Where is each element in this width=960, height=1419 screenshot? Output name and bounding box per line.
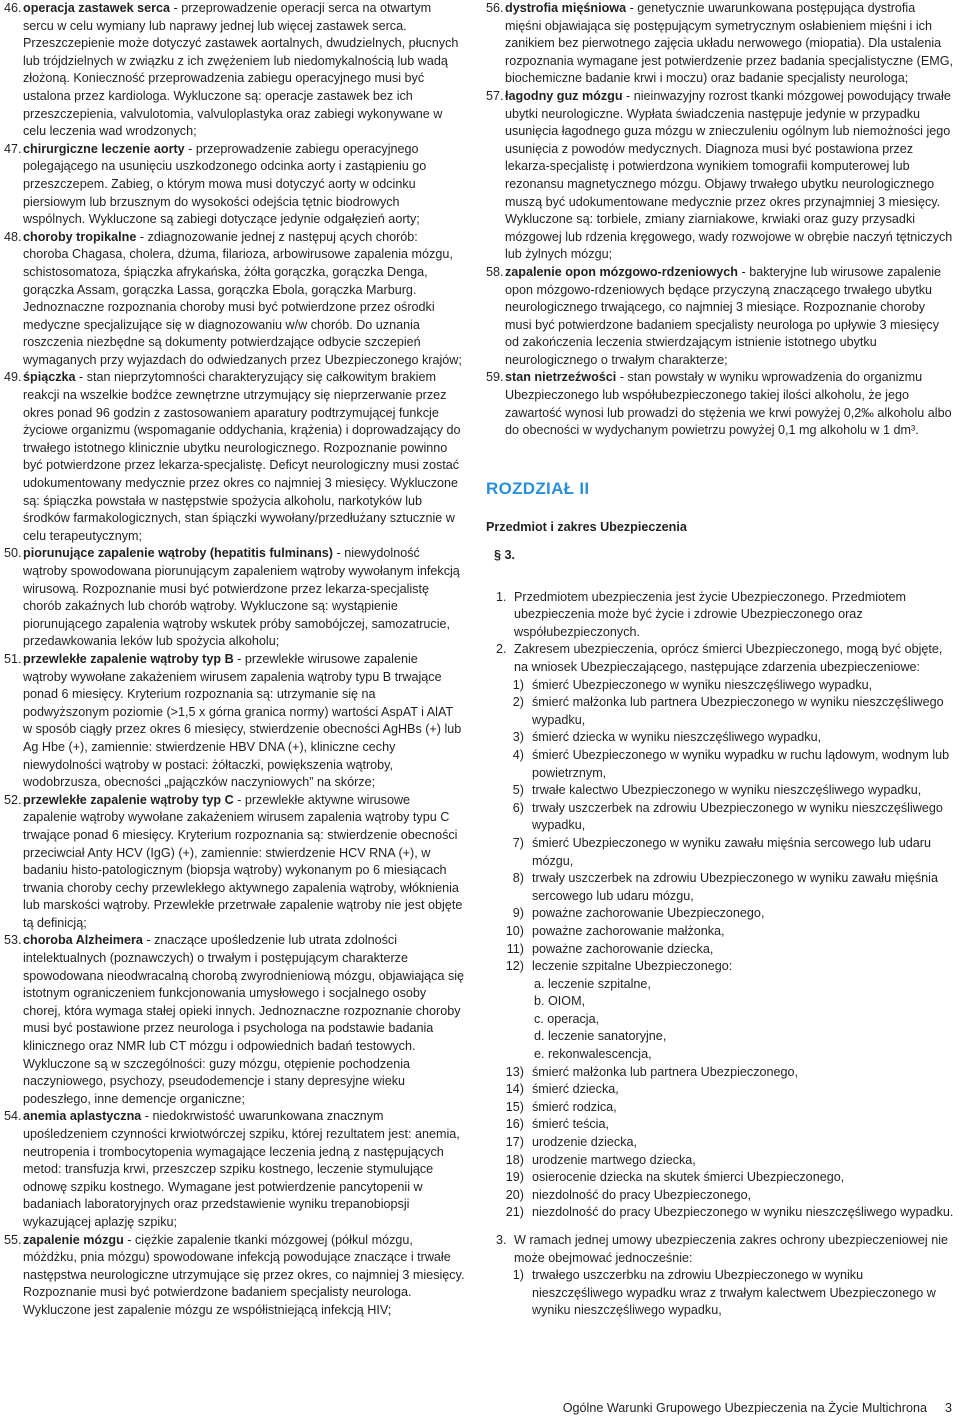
- paragraph-number: § 3.: [494, 548, 516, 563]
- definition-term: zapalenie mózgu: [23, 1232, 124, 1247]
- definition-text: - przewlekłe wirusowe zapalenie wątroby wywołane zakażeniem wirusem zapalenia wątroby typu B trwające ponad 6 miesięcy. Kryterium rozpoznania są: utrzymanie się na podwyższonym poziomie (>1,5 x górna granica normy) wartości AspAT i AlAT w sposób ciągły przez okres 6 miesięcy, stwierdzenie obecności AgHBs (+) lub Ag Hbe (+), zamiennie: stwierdzenie HBV DNA (+), kliniczne cechy niewydolności wątroby w postaci: żółtaczki, powiększenia wątroby, wodobrzusza, obecności „pajączków naczyniowych” na skórze;: [23, 651, 462, 790]
- clause-number: 3.: [496, 1233, 507, 1247]
- definition-49: [4, 369, 465, 545]
- definition-number: 46.: [4, 1, 22, 15]
- definition-text: - zdiagnozowanie jednej z następuj ących chorób: choroba Chagasa, cholera, dżuma, filarioza, arbowirusowe zapalenia mózgu, schistosomatoza, śpiączka afrykańska, żółta gorączka, gorączka Denga, gorączka Assam, gorączka Lassa, gorączka Ebola, gorączka Marburg. Jednoznaczne rozpoznania choroby musi być potwierdzone przez ośrodki medyczne specjalizujące się w diagnozowaniu w/w chorób. Do uznania roszczenia niezbędne są dokumenty potwierdzające odbycie szczepień wymaganych przy wyjazdach do odwiedzanych przez Ubezpieczonego krajów;: [23, 229, 462, 367]
- page-footer: [563, 1401, 952, 1415]
- sublist-item: c. operacja,: [534, 1011, 600, 1026]
- list-item: 9) poważne zachorowanie Ubezpieczonego,: [512, 906, 765, 921]
- definition-58: [486, 264, 954, 370]
- definition-text: - przeprowadzenie zabiegu operacyjnego polegającego na usunięciu uszkodzonego odcinka aorty i zastąpieniu go przeszczepem. Zabieg, o którym mowa musi dotyczyć aorty w odcinku piersiowym lub brzusznym do wysokości odejścia tętnic biodrowych wspólnych. Wykluczone są zabiegi dotyczące jedynie odgałęzień aorty;: [23, 141, 427, 227]
- definition-term: śpiączka: [23, 370, 76, 385]
- definition-term: anemia aplastyczna: [23, 1109, 142, 1124]
- sublist-item: a. leczenie szpitalne,: [534, 976, 651, 991]
- coverage-list: [486, 677, 954, 1222]
- definition-48: [4, 229, 465, 370]
- definition-55: [4, 1232, 465, 1320]
- definition-text: - stan nieprzytomności charakteryzujący się całkowitym brakiem reakcji na wszelkie bodźce zewnętrzne utrzymujący się nieprzerwanie przez okres ponad 96 godzin z zastosowaniem aparatury podtrzymującej funkcje życiowe organizmu (wspomaganie oddychania, krążenia) i doprowadzający do trwałego istotnego klinicznie ubytku neurologicznego. Rozpoznanie powinno być potwierdzone przez lekarza-specjalistę. Deficyt neurologiczny musi zostać udokumentowany medycznie przez okres co najmniej 3 miesięcy. Wykluczone są: śpiączka powstała w następstwie spożycia alkoholu, narkotyków lub środków farmakologicznych, stan śpiączki wywołany/przedłużany sztucznie w celu terapeutycznym;: [23, 370, 461, 543]
- section-subtitle: Przedmiot i zakres Ubezpieczenia: [486, 520, 687, 535]
- definition-number: 51.: [4, 651, 22, 666]
- sublist-item: d. leczenie sanatoryjne,: [534, 1029, 667, 1044]
- definition-54: [4, 1108, 465, 1231]
- clause-1: [486, 589, 954, 642]
- definition-text: - stan powstały w wyniku wprowadzenia do organizmu Ubezpieczonego lub współubezpieczonego takiej ilości alkoholu, że jego zawartość wynosi lub prowadzi do stężenia we krwi powyżej 0,2‰ alkoholu albo do obecności w wydychanym powietrzu powyżej 0,1 mg alkoholu w 1 dm³.: [505, 370, 952, 438]
- list-item: 7) śmierć Ubezpieczonego w wyniku zawału mięśnia sercowego lub udaru mózgu,: [512, 835, 931, 868]
- list-item: 2) śmierć małżonka lub partnera Ubezpieczonego w wyniku nieszczęśliwego wypadku,: [512, 695, 944, 727]
- definition-number: 54.: [4, 1109, 22, 1124]
- clause-text: Zakresem ubezpieczenia, oprócz śmierci Ubezpieczonego, mogą być objęte, na wniosek Ubezpieczającego, następujące zdarzenia ubezpieczeniowe:: [514, 642, 943, 674]
- page-number: 3: [944, 1401, 952, 1415]
- list-item: 1) trwałego uszczerbku na zdrowiu Ubezpieczonego w wyniku nieszczęśliwego wypadku wraz z trwałym kalectwem Ubezpieczonego w wyniku nieszczęśliwego wypadku,: [512, 1268, 936, 1318]
- definition-text: - znaczące upośledzenie lub utrata zdolności intelektualnych (poznawczych) o trwałym i postępującym charakterze spowodowana nieodwracalną chorobą zwyrodnieniową mózgu, objawiająca się istotnym ograniczeniem funkcjonowania umysłowego i socjalnego osoby chorej, która wymaga stałej opieki innych. Jednoznaczne rozpoznanie choroby musi być postawione przez neurologa i psychologa na podstawie badania klinicznego oraz NMR lub CT mózgu i odpowiednich badań testowych. Wykluczone są w szczególności: guzy mózgu, otępienie pochodzenia naczyniowego, psychozy, pseudodemencje i stany depresyjne wieku podeszłego, inne demencje organiczne;: [23, 933, 465, 1106]
- list-item: 13) śmierć małżonka lub partnera Ubezpieczonego,: [505, 1064, 799, 1079]
- definition-number: 56.: [486, 1, 504, 15]
- list-item: 21) niezdolność do pracy Ubezpieczonego w wyniku nieszczęśliwego wypadku.: [505, 1205, 954, 1220]
- definition-number: 49.: [4, 370, 22, 385]
- definition-term: łagodny guz mózgu: [505, 88, 623, 103]
- chapter-heading: ROZDZIAŁ II: [486, 478, 590, 498]
- list-item: 17) urodzenie dziecka,: [505, 1135, 638, 1150]
- definition-term: stan nietrzeźwości: [505, 370, 617, 385]
- definition-term: chirurgiczne leczenie aorty: [23, 141, 185, 156]
- right-column: [486, 0, 954, 1320]
- definition-46: [4, 0, 465, 141]
- definition-53: [4, 932, 465, 1108]
- list-item: 16) śmierć teścia,: [505, 1117, 609, 1132]
- list-item: 14) śmierć dziecka,: [505, 1082, 619, 1097]
- definition-text: - genetycznie uwarunkowana postępująca dystrofia mięśni objawiająca się postępującym symetrycznym osłabieniem mięśni i ich zanikiem bez pierwotnego zajęcia układu nerwowego (miopatia). Dla ustalenia rozpoznania wymagane jest potwierdzenie przez badania specjalistyczne (EMG, biochemiczne badanie krwi i moczu) oraz badanie specjalisty neurologa;: [505, 1, 954, 86]
- definition-text: - bakteryjne lub wirusowe zapalenie opon mózgowo-rdzeniowych będące przyczyną znaczącego trwałego ubytku neurologicznego trwającego, co najmniej 3 miesiące. Rozpoznanie choroby musi być potwierdzone badaniem specjalisty neurologa po upływie 3 miesięcy od zakończenia leczenia stwierdzającym istnienie istotnego ubytku neurologicznego o trwałym charakterze;: [505, 264, 942, 367]
- definition-term: choroby tropikalne: [23, 229, 137, 244]
- definition-59: [486, 369, 954, 439]
- clause-number: 1.: [496, 589, 507, 604]
- definition-text: - przewlekłe aktywne wirusowe zapalenie wątroby wywołane zakażeniem wirusem zapalenia wątroby typu C trwające ponad 6 miesięcy. Kryterium rozpoznania są: stwierdzenie obecności przeciwciał Anty HCV (IgG) (+), zamiennie: stwierdzenie HCV RNA (+), w badaniu histo-patologicznym (biopsja wątroby) wykonanym po 6 miesiącach trwania choroby cechy przewlekłego aktywnego zapalenia wątroby, włóknienia lub marskości wątroby. Przewlekłe przetrwałe zapalenie wątroby nie jest objęte tą definicją;: [23, 792, 463, 930]
- list-item: 6) trwały uszczerbek na zdrowiu Ubezpieczonego w wyniku nieszczęśliwego wypadku,: [512, 800, 943, 833]
- definition-52: [4, 792, 465, 933]
- list-item: 18) urodzenie martwego dziecka,: [505, 1152, 696, 1167]
- definition-term: zapalenie opon mózgowo-rdzeniowych: [505, 264, 738, 279]
- list-item: 4) śmierć Ubezpieczonego w wyniku wypadku w ruchu lądowym, wodnym lub powietrznym,: [512, 747, 950, 780]
- clause-number: 2.: [496, 642, 507, 657]
- definition-number: 48.: [4, 229, 22, 244]
- list-item: 15) śmierć rodzica,: [505, 1099, 617, 1114]
- list-item: 11) poważne zachorowanie dziecka,: [506, 941, 714, 956]
- clause-3: [486, 1232, 954, 1267]
- definition-number: 53.: [4, 933, 22, 948]
- definition-text: - ciężkie zapalenie tkanki mózgowej (półkul mózgu, móżdżku, pnia mózgu) spowodowane infekcją powodujące znaczące i trwałe następstwa neurologiczne utrzymujące się przez okres, co najmniej 3 miesięcy. Rozpoznanie musi być potwierdzone badaniem specjalisty neurologa. Wykluczone jest zapalenie mózgu ze współistniejącą infekcją HIV;: [23, 1232, 465, 1317]
- list-item: 20) niezdolność do pracy Ubezpieczonego,: [505, 1187, 752, 1202]
- definition-56: [486, 0, 954, 88]
- list-item: 19) osierocenie dziecka na skutek śmierci Ubezpieczonego,: [505, 1170, 845, 1185]
- list-item: 12) leczenie szpitalne Ubezpieczonego:: [505, 959, 733, 974]
- sublist-item: b. OIOM,: [534, 994, 586, 1009]
- list-item: 8) trwały uszczerbek na zdrowiu Ubezpieczonego w wyniku zawału mięśnia sercowego lub udaru mózgu,: [512, 871, 938, 903]
- clause-2: [486, 641, 954, 676]
- definition-47: [4, 141, 465, 229]
- definition-number: 50.: [4, 546, 22, 561]
- definition-text: - niedokrwistość uwarunkowana znacznym upośledzeniem czynności krwiotwórczej szpiku, której rezultatem jest: anemia, neutropenia i trombocytopenia wymagające leczenia jedną z następujących metod: transfuzja krwi, przeszczep szpiku kostnego, leczenie stymulujące odnowę szpiku kostnego. Wymagane jest potwierdzenie pancytopenii w badaniach laboratoryjnych oraz przedstawienie wyniku trepanobiopsji wykazującej aplazję szpiku;: [23, 1109, 460, 1229]
- definition-term: choroba Alzheimera: [23, 933, 143, 948]
- definition-51: [4, 651, 465, 792]
- definition-57: [486, 88, 954, 264]
- definition-term: operacja zastawek serca: [23, 1, 171, 15]
- definition-number: 58.: [486, 264, 504, 279]
- document-title: Ogólne Warunki Grupowego Ubezpieczenia na Życie Multichrona: [562, 1401, 927, 1415]
- definition-term: piorunujące zapalenie wątroby (hepatitis fulminans): [23, 546, 333, 561]
- list-item: 10) poważne zachorowanie małżonka,: [505, 923, 725, 938]
- definition-number: 47.: [4, 141, 22, 156]
- list-item: 5) trwałe kalectwo Ubezpieczonego w wyniku nieszczęśliwego wypadku,: [512, 783, 922, 798]
- definition-number: 59.: [486, 370, 504, 385]
- clause-text: Przedmiotem ubezpieczenia jest życie Ubezpieczonego. Przedmiotem ubezpieczenia może być życie i zdrowie Ubezpieczonego oraz współubezpieczonych.: [514, 589, 906, 639]
- list-item: 3) śmierć dziecka w wyniku nieszczęśliwego wypadku,: [512, 730, 822, 745]
- definition-text: - nieinwazyjny rozrost tkanki mózgowej powodujący trwałe ubytki neurologiczne. Wypłata świadczenia następuje jedynie w przypadku usunięcia łagodnego guza mózgu w znieczuleniu ogólnym lub niemożności jego usunięcia z powodów medycznych. Diagnoza musi być postawiona przez lekarza-specjalistę i potwierdzona wynikiem tomografii komputerowej lub rezonansu magnetycznego mózgu. Objawy trwałego ubytku neurologicznego muszą być udokumentowane medycznie przez okres przynajmniej 3 miesięcy. Wykluczone są: torbiele, zmiany ziarniakowe, krwiaki oraz guzy przysadki mózgowej lub rdzenia kręgowego, wady rozwojowe w obrębie naczyń tętniczych lub żylnych mózgu;: [505, 88, 953, 262]
- definition-term: przewlekłe zapalenie wątroby typ B: [23, 651, 234, 666]
- sublist-item: e. rekonwalescencja,: [534, 1047, 652, 1062]
- definition-text: - niewydolność wątroby spowodowana piorunującym zapaleniem wątroby wywołanym infekcją wirusową. Rozpoznanie musi być potwierdzone przez lekarza-specjalistę chorób zakaźnych lub chorób wątroby. Wykluczone są: wystąpienie piorunującego zapalenia wątroby wskutek próby samobójczej, samozatrucie, przedawkowania leków lub spożycia alkoholu;: [23, 546, 460, 649]
- list-item: 1) śmierć Ubezpieczonego w wyniku nieszczęśliwego wypadku,: [512, 677, 873, 692]
- left-column: [4, 0, 465, 1320]
- definition-50: [4, 545, 465, 651]
- definition-term: dystrofia mięśniowa: [505, 1, 627, 15]
- definition-number: 55.: [4, 1232, 22, 1247]
- definition-number: 57.: [486, 88, 504, 103]
- clause-text: W ramach jednej umowy ubezpieczenia zakres ochrony ubezpieczeniowej nie może obejmować jednocześnie:: [514, 1233, 949, 1265]
- definition-term: przewlekłe zapalenie wątroby typ C: [23, 792, 234, 807]
- definition-number: 52.: [4, 792, 22, 807]
- definition-text: - przeprowadzenie operacji serca na otwartym sercu w celu wymiany lub naprawy jednej lub więcej zastawek serca. Przeszczepienie może dotyczyć zastawek aortalnych, dwudzielnych, płucnych lub trójdzielnych w związku z ich zwężeniem lub niedomykalnością lub wadą złożoną. Konieczność przeprowadzenia zabiegu operacyjnego musi być ustalona przez kardiologa. Wykluczone są: operacje zastawek bez ich przeszczepienia, valvulotomia, valvuloplastyka oraz zabiegi wykonywane w celu leczenia wad wrodzonych;: [23, 1, 459, 139]
